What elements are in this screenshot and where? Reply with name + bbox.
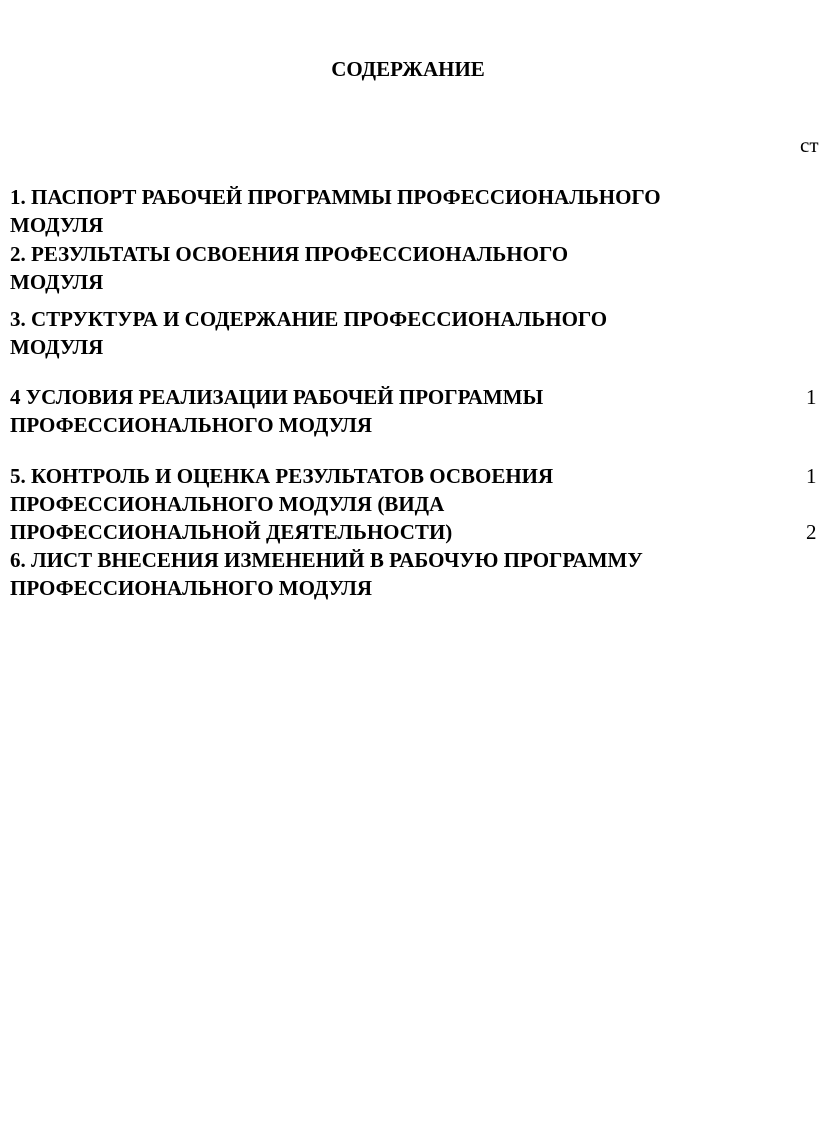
toc-entry-6-page: 2 [806,520,817,544]
toc-entry-4-page: 1 [806,385,817,409]
toc-entry-4-line-1: 4 УСЛОВИЯ РЕАЛИЗАЦИИ РАБОЧЕЙ ПРОГРАММЫ [10,385,544,409]
toc-entry-3 [10,305,810,361]
toc-entry-5-page: 1 [806,464,817,488]
toc-entry-5 [10,462,810,546]
toc-entry-5-line-1: 5. КОНТРОЛЬ И ОЦЕНКА РЕЗУЛЬТАТОВ ОСВОЕНИЯ [10,464,554,488]
toc-entry-1-line-1: 1. ПАСПОРТ РАБОЧЕЙ ПРОГРАММЫ ПРОФЕССИОНАЛЬНОГО [10,185,661,209]
page-column-label: ст [800,133,819,157]
toc-entry-1-line-2: МОДУЛЯ [10,213,104,237]
toc-entry-3-line-2: МОДУЛЯ [10,335,104,359]
toc-entry-2 [10,240,810,296]
toc-entry-6 [10,546,810,602]
toc-entry-3-line-1: 3. СТРУКТУРА И СОДЕРЖАНИЕ ПРОФЕССИОНАЛЬНОГО [10,307,608,331]
toc-entry-2-line-2: МОДУЛЯ [10,270,104,294]
toc-entry-2-line-1: 2. РЕЗУЛЬТАТЫ ОСВОЕНИЯ ПРОФЕССИОНАЛЬНОГО [10,242,569,266]
page-title: СОДЕРЖАНИЕ [331,57,485,81]
toc-entry-1 [10,183,810,239]
toc-entry-6-line-1: 6. ЛИСТ ВНЕСЕНИЯ ИЗМЕНЕНИЙ В РАБОЧУЮ ПРОГРАММУ [10,548,643,572]
toc-entry-6-line-2: ПРОФЕССИОНАЛЬНОГО МОДУЛЯ [10,576,373,600]
toc-entry-4-line-2: ПРОФЕССИОНАЛЬНОГО МОДУЛЯ [10,413,373,437]
toc-entry-5-line-3: ПРОФЕССИОНАЛЬНОЙ ДЕЯТЕЛЬНОСТИ) [10,520,453,544]
toc-entry-4 [10,383,810,439]
toc-entry-5-line-2: ПРОФЕССИОНАЛЬНОГО МОДУЛЯ (ВИДА [10,492,445,516]
